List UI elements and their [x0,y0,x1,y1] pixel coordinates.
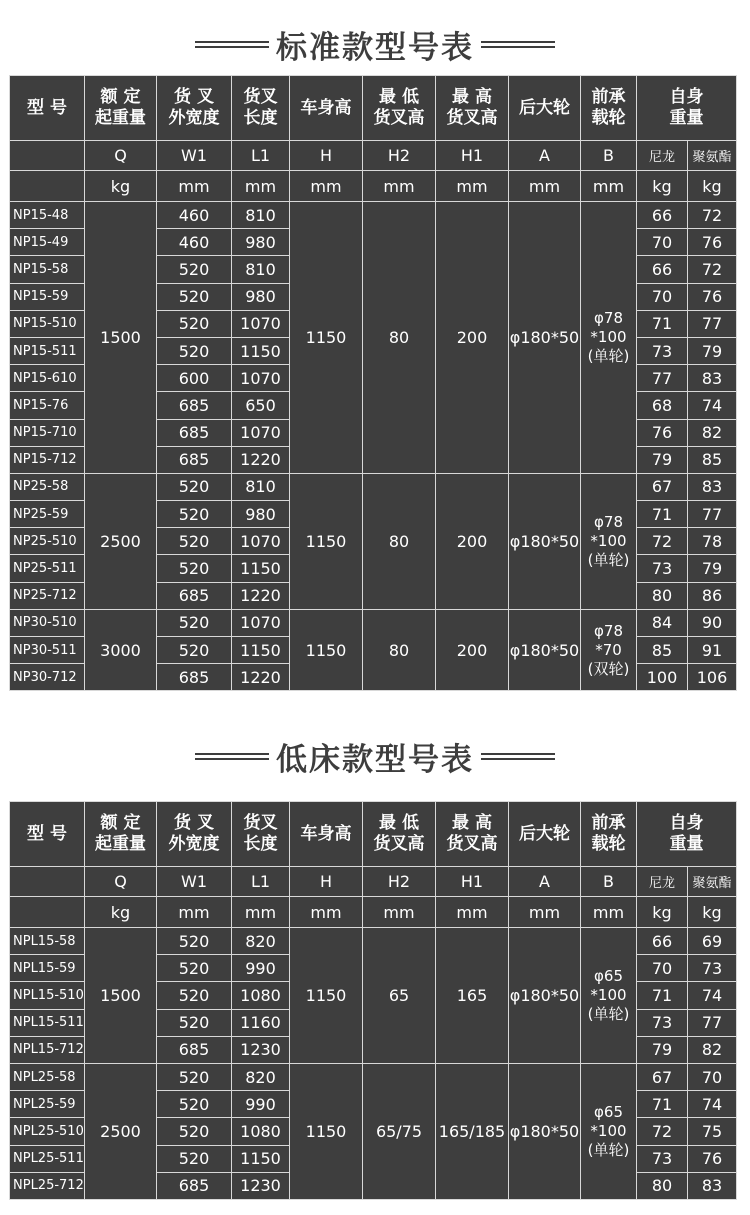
body-height-cell: 1150 [290,609,363,691]
front-wheel-cell-line: *70 [595,640,622,659]
fork-width-cell: 520 [157,928,232,955]
fork-width-cell: 520 [157,955,232,982]
weight-pu-cell: 70 [688,1063,737,1090]
header-body-height: 车身高 [290,76,363,141]
weight-pu-cell: 82 [688,1036,737,1063]
unit-cell: mm [232,897,290,928]
weight-nylon-cell: 80 [637,582,688,609]
symbol-cell: H [290,141,363,171]
front-wheel-cell-line: *100 [590,531,627,550]
rear-wheel-cell: φ180*50 [509,1063,581,1199]
fork-width-cell: 685 [157,419,232,446]
fork-width-cell: 685 [157,664,232,691]
unit-cell: mm [290,171,363,202]
unit-row [10,897,737,928]
min-fork-height-cell: 65/75 [363,1063,436,1199]
header-fork-length [232,76,290,141]
model-cell: NPL25-58 [10,1063,85,1090]
unit-cell: kg [85,897,157,928]
lowbed-spec-table [9,801,737,1200]
symbol-cell: W1 [157,141,232,171]
weight-pu-cell: 72 [688,256,737,283]
fork-length-cell: 810 [232,256,290,283]
weight-pu-cell: 83 [688,473,737,500]
weight-nylon-cell: 66 [637,202,688,229]
weight-nylon-cell: 80 [637,1172,688,1199]
header-min-fork-height-line: 货叉高 [373,834,425,854]
symbol-cell: B [581,867,637,897]
symbol-blank [10,141,85,171]
weight-pu-cell: 73 [688,955,737,982]
header-capacity-line: 额 定 [100,87,141,107]
front-wheel-cell-line: (单轮) [587,1004,630,1023]
symbol-row [10,141,737,171]
fork-width-cell: 520 [157,1118,232,1145]
weight-nylon-cell: 79 [637,446,688,473]
header-capacity [85,76,157,141]
weight-nylon-cell: 68 [637,392,688,419]
unit-cell: kg [85,171,157,202]
weight-pu-cell: 77 [688,501,737,528]
unit-cell: mm [157,897,232,928]
fork-width-cell: 520 [157,637,232,664]
symbol-cell: A [509,141,581,171]
model-cell: NPL15-712 [10,1036,85,1063]
header-self-weight [637,802,737,867]
table-row [10,928,737,955]
weight-pu-cell: 78 [688,528,737,555]
lowbed-title-bar [0,734,750,778]
symbol-cell: H [290,867,363,897]
symbol-blank [10,867,85,897]
weight-pu-cell: 91 [688,637,737,664]
unit-cell: kg [688,171,737,202]
weight-nylon-cell: 70 [637,283,688,310]
header-rear-wheel: 后大轮 [509,802,581,867]
header-front-wheel [581,76,637,141]
symbol-cell: B [581,141,637,171]
model-cell: NPL25-712 [10,1172,85,1199]
unit-cell: mm [157,171,232,202]
weight-nylon-cell: 70 [637,229,688,256]
weight-nylon-cell: 100 [637,664,688,691]
body-height-cell: 1150 [290,1063,363,1199]
header-fork-length-line: 长度 [243,834,278,854]
symbol-cell: H2 [363,867,436,897]
fork-length-cell: 1150 [232,555,290,582]
header-model: 型 号 [10,802,85,867]
body-height-cell: 1150 [290,473,363,609]
model-cell: NP30-511 [10,637,85,664]
model-cell: NP25-510 [10,528,85,555]
front-wheel-cell-line: φ78 [594,512,623,531]
header-fork-width [157,76,232,141]
header-max-fork-height-line: 最 高 [452,813,492,833]
header-max-fork-height-line: 最 高 [452,87,492,107]
header-self-weight-line: 重量 [669,834,704,854]
fork-length-cell: 990 [232,955,290,982]
header-body-height: 车身高 [290,802,363,867]
header-front-wheel-line: 载轮 [591,108,626,128]
header-max-fork-height [436,76,509,141]
unit-cell: kg [637,171,688,202]
header-min-fork-height [363,802,436,867]
header-front-wheel-line: 载轮 [591,834,626,854]
weight-pu-cell: 90 [688,609,737,636]
fork-width-cell: 685 [157,582,232,609]
unit-cell: mm [581,897,637,928]
weight-pu-cell: 77 [688,1009,737,1036]
unit-cell: mm [232,171,290,202]
model-cell: NPL15-510 [10,982,85,1009]
model-cell: NPL15-511 [10,1009,85,1036]
symbol-cell: Q [85,141,157,171]
front-wheel-cell [581,473,637,609]
title-decoration-right [481,753,555,760]
weight-pu-cell: 74 [688,1091,737,1118]
header-fork-length-line: 长度 [243,108,278,128]
fork-length-cell: 1150 [232,637,290,664]
weight-nylon-cell: 84 [637,609,688,636]
header-capacity-line: 起重量 [95,834,146,854]
front-wheel-cell-line: *100 [590,1121,627,1140]
model-cell: NPL25-59 [10,1091,85,1118]
fork-length-cell: 1220 [232,446,290,473]
symbol-cell: 尼龙 [637,141,688,171]
rear-wheel-cell: φ180*50 [509,202,581,474]
fork-width-cell: 520 [157,337,232,364]
fork-length-cell: 810 [232,202,290,229]
fork-width-cell: 520 [157,256,232,283]
header-max-fork-height-line: 货叉高 [446,834,498,854]
weight-pu-cell: 76 [688,1145,737,1172]
table-row [10,1063,737,1090]
fork-length-cell: 1070 [232,365,290,392]
weight-pu-cell: 83 [688,1172,737,1199]
fork-length-cell: 1070 [232,419,290,446]
capacity-cell: 2500 [85,473,157,609]
weight-pu-cell: 72 [688,202,737,229]
fork-width-cell: 520 [157,609,232,636]
weight-nylon-cell: 71 [637,501,688,528]
unit-cell: mm [363,897,436,928]
fork-width-cell: 685 [157,1172,232,1199]
symbol-cell: W1 [157,867,232,897]
weight-pu-cell: 106 [688,664,737,691]
fork-width-cell: 460 [157,202,232,229]
symbol-cell: 尼龙 [637,867,688,897]
capacity-cell: 3000 [85,609,157,691]
model-cell: NP25-712 [10,582,85,609]
header-min-fork-height [363,76,436,141]
model-cell: NP15-511 [10,337,85,364]
fork-length-cell: 990 [232,1091,290,1118]
weight-nylon-cell: 77 [637,365,688,392]
header-rear-wheel: 后大轮 [509,76,581,141]
header-front-wheel-line: 前承 [591,87,626,107]
title-decoration-left [195,753,269,760]
weight-pu-cell: 83 [688,365,737,392]
front-wheel-cell [581,928,637,1064]
front-wheel-cell-line: (单轮) [587,550,630,569]
front-wheel-cell-line: φ65 [594,966,623,985]
fork-length-cell: 1150 [232,1145,290,1172]
model-cell: NP15-712 [10,446,85,473]
max-fork-height-cell: 200 [436,202,509,474]
unit-row [10,171,737,202]
model-cell: NPL25-511 [10,1145,85,1172]
unit-cell: mm [436,897,509,928]
model-cell: NP30-510 [10,609,85,636]
front-wheel-cell-line: (单轮) [587,346,630,365]
capacity-cell: 1500 [85,202,157,474]
weight-pu-cell: 85 [688,446,737,473]
capacity-cell: 1500 [85,928,157,1064]
weight-nylon-cell: 71 [637,982,688,1009]
unit-blank [10,171,85,202]
max-fork-height-cell: 200 [436,473,509,609]
model-cell: NP25-59 [10,501,85,528]
symbol-cell: 聚氨酯 [688,141,737,171]
fork-length-cell: 980 [232,501,290,528]
header-fork-length-line: 货叉 [243,813,278,833]
front-wheel-cell-line: *100 [590,985,627,1004]
symbol-cell: H1 [436,141,509,171]
table-row [10,473,737,500]
front-wheel-cell [581,202,637,474]
unit-cell: mm [363,171,436,202]
min-fork-height-cell: 80 [363,609,436,691]
weight-pu-cell: 82 [688,419,737,446]
weight-pu-cell: 75 [688,1118,737,1145]
header-row [10,76,737,141]
header-fork-width-line: 货 叉 [174,813,214,833]
weight-nylon-cell: 76 [637,419,688,446]
symbol-cell: Q [85,867,157,897]
symbol-cell: L1 [232,867,290,897]
header-row [10,802,737,867]
header-min-fork-height-line: 最 低 [379,813,419,833]
weight-nylon-cell: 73 [637,337,688,364]
header-self-weight [637,76,737,141]
symbol-cell: H1 [436,867,509,897]
unit-cell: kg [637,897,688,928]
weight-pu-cell: 76 [688,229,737,256]
fork-width-cell: 600 [157,365,232,392]
header-fork-width [157,802,232,867]
standard-title-bar [0,22,750,66]
front-wheel-cell-line: φ65 [594,1102,623,1121]
header-model: 型 号 [10,76,85,141]
min-fork-height-cell: 80 [363,473,436,609]
weight-pu-cell: 69 [688,928,737,955]
weight-nylon-cell: 67 [637,473,688,500]
header-front-wheel-line: 前承 [591,813,626,833]
fork-length-cell: 1230 [232,1036,290,1063]
header-self-weight-line: 自身 [669,813,704,833]
model-cell: NP30-712 [10,664,85,691]
fork-width-cell: 685 [157,1036,232,1063]
unit-cell: mm [290,897,363,928]
header-capacity-line: 起重量 [95,108,146,128]
table-row [10,609,737,636]
max-fork-height-cell: 165/185 [436,1063,509,1199]
fork-width-cell: 685 [157,446,232,473]
header-self-weight-line: 重量 [669,108,704,128]
fork-width-cell: 520 [157,473,232,500]
header-capacity-line: 额 定 [100,813,141,833]
front-wheel-cell-line: (双轮) [587,659,630,678]
fork-length-cell: 1220 [232,582,290,609]
weight-nylon-cell: 72 [637,1118,688,1145]
symbol-cell: 聚氨酯 [688,867,737,897]
unit-blank [10,897,85,928]
weight-pu-cell: 76 [688,283,737,310]
fork-length-cell: 1150 [232,337,290,364]
standard-table-title: 标准款型号表 [276,29,474,66]
weight-pu-cell: 77 [688,310,737,337]
fork-width-cell: 520 [157,1091,232,1118]
weight-pu-cell: 74 [688,982,737,1009]
weight-nylon-cell: 73 [637,1145,688,1172]
header-max-fork-height [436,802,509,867]
fork-width-cell: 520 [157,555,232,582]
model-cell: NPL15-58 [10,928,85,955]
model-cell: NP15-49 [10,229,85,256]
unit-cell: mm [436,171,509,202]
rear-wheel-cell: φ180*50 [509,928,581,1064]
header-front-wheel [581,802,637,867]
weight-nylon-cell: 71 [637,310,688,337]
weight-nylon-cell: 70 [637,955,688,982]
header-min-fork-height-line: 最 低 [379,87,419,107]
fork-width-cell: 520 [157,982,232,1009]
fork-width-cell: 520 [157,528,232,555]
min-fork-height-cell: 65 [363,928,436,1064]
weight-nylon-cell: 67 [637,1063,688,1090]
capacity-cell: 2500 [85,1063,157,1199]
title-decoration-right [481,41,555,48]
unit-cell: mm [581,171,637,202]
fork-length-cell: 820 [232,928,290,955]
weight-nylon-cell: 73 [637,555,688,582]
fork-width-cell: 520 [157,501,232,528]
fork-width-cell: 520 [157,310,232,337]
unit-cell: kg [688,897,737,928]
fork-length-cell: 1230 [232,1172,290,1199]
model-cell: NP25-511 [10,555,85,582]
unit-cell: mm [509,171,581,202]
front-wheel-cell [581,1063,637,1199]
model-cell: NPL25-510 [10,1118,85,1145]
header-fork-length-line: 货叉 [243,87,278,107]
fork-length-cell: 1080 [232,1118,290,1145]
body-height-cell: 1150 [290,202,363,474]
header-fork-width-line: 货 叉 [174,87,214,107]
weight-nylon-cell: 72 [637,528,688,555]
header-self-weight-line: 自身 [669,87,704,107]
symbol-row [10,867,737,897]
weight-pu-cell: 79 [688,337,737,364]
fork-width-cell: 520 [157,1063,232,1090]
model-cell: NP15-48 [10,202,85,229]
table-row [10,202,737,229]
fork-width-cell: 460 [157,229,232,256]
standard-spec-table [9,75,737,691]
weight-nylon-cell: 66 [637,928,688,955]
model-cell: NP15-59 [10,283,85,310]
model-cell: NP15-610 [10,365,85,392]
weight-nylon-cell: 66 [637,256,688,283]
max-fork-height-cell: 200 [436,609,509,691]
fork-width-cell: 520 [157,1145,232,1172]
front-wheel-cell-line: (单轮) [587,1140,630,1159]
fork-width-cell: 520 [157,1009,232,1036]
model-cell: NP15-710 [10,419,85,446]
fork-length-cell: 1220 [232,664,290,691]
fork-length-cell: 980 [232,229,290,256]
fork-length-cell: 1080 [232,982,290,1009]
front-wheel-cell-line: *100 [590,327,627,346]
fork-length-cell: 1160 [232,1009,290,1036]
lowbed-table-title: 低床款型号表 [276,741,474,778]
model-cell: NPL15-59 [10,955,85,982]
weight-nylon-cell: 71 [637,1091,688,1118]
header-max-fork-height-line: 货叉高 [446,108,498,128]
fork-length-cell: 650 [232,392,290,419]
unit-cell: mm [509,897,581,928]
weight-pu-cell: 86 [688,582,737,609]
fork-width-cell: 685 [157,392,232,419]
header-capacity [85,802,157,867]
model-cell: NP15-510 [10,310,85,337]
model-cell: NP25-58 [10,473,85,500]
model-cell: NP15-58 [10,256,85,283]
model-cell: NP15-76 [10,392,85,419]
weight-nylon-cell: 73 [637,1009,688,1036]
rear-wheel-cell: φ180*50 [509,609,581,691]
weight-pu-cell: 79 [688,555,737,582]
symbol-cell: H2 [363,141,436,171]
header-min-fork-height-line: 货叉高 [373,108,425,128]
symbol-cell: A [509,867,581,897]
rear-wheel-cell: φ180*50 [509,473,581,609]
fork-length-cell: 1070 [232,528,290,555]
header-fork-length [232,802,290,867]
fork-length-cell: 820 [232,1063,290,1090]
title-decoration-left [195,41,269,48]
fork-length-cell: 1070 [232,310,290,337]
min-fork-height-cell: 80 [363,202,436,474]
header-fork-width-line: 外宽度 [168,834,220,854]
fork-length-cell: 980 [232,283,290,310]
symbol-cell: L1 [232,141,290,171]
fork-width-cell: 520 [157,283,232,310]
front-wheel-cell [581,609,637,691]
header-fork-width-line: 外宽度 [168,108,220,128]
weight-pu-cell: 74 [688,392,737,419]
front-wheel-cell-line: φ78 [594,621,623,640]
weight-nylon-cell: 85 [637,637,688,664]
body-height-cell: 1150 [290,928,363,1064]
front-wheel-cell-line: φ78 [594,308,623,327]
fork-length-cell: 1070 [232,609,290,636]
max-fork-height-cell: 165 [436,928,509,1064]
fork-length-cell: 810 [232,473,290,500]
weight-nylon-cell: 79 [637,1036,688,1063]
